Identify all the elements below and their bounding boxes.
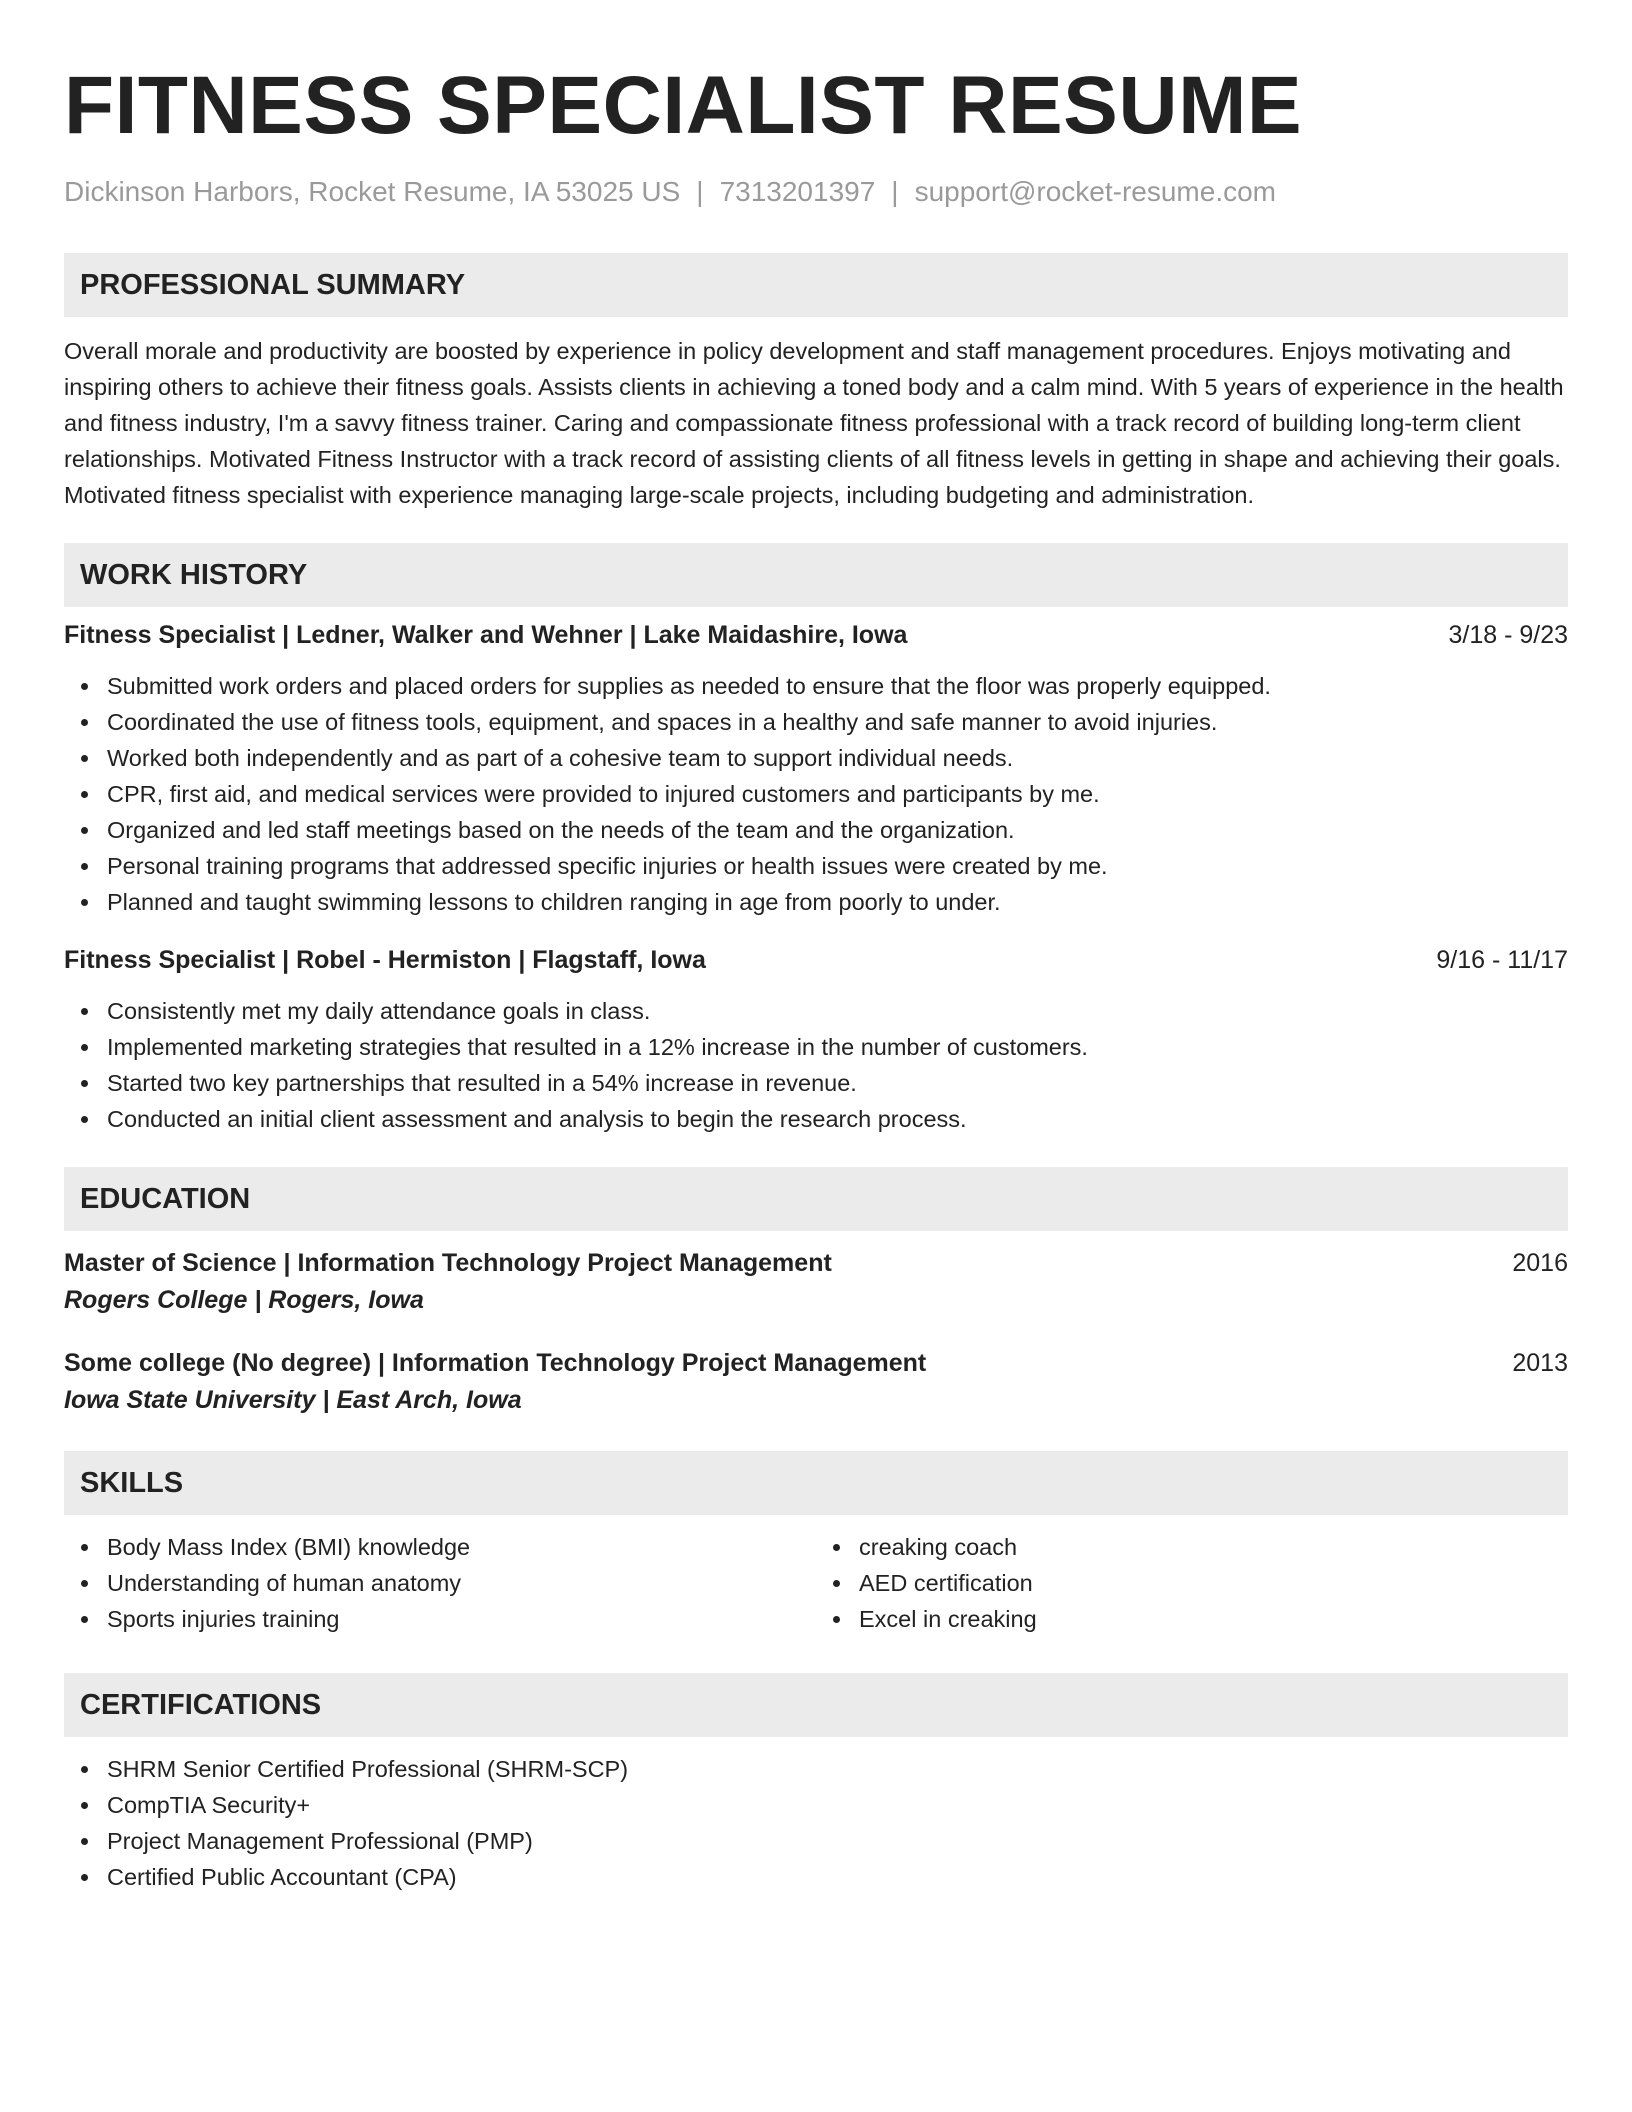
contact-separator: |: [891, 176, 899, 207]
resume-title: FITNESS SPECIALIST RESUME: [64, 60, 1303, 151]
list-item: Consistently met my daily attendance goals in class.: [107, 993, 1568, 1029]
job-dates: 3/18 - 9/23: [1448, 621, 1568, 649]
education-school: Iowa State University | East Arch, Iowa: [64, 1386, 522, 1414]
job-header: [64, 621, 1568, 650]
skills-column-right: [816, 1529, 1568, 1637]
list-item: SHRM Senior Certified Professional (SHRM-SCP): [107, 1751, 1568, 1787]
list-item: Worked both independently and as part of a cohesive team to support individual needs.: [107, 740, 1568, 776]
job-dates: 9/16 - 11/17: [1436, 946, 1568, 974]
job-duties: [64, 993, 1568, 1137]
job-title: Fitness Specialist | Robel - Hermiston | Flagstaff, Iowa: [64, 946, 706, 974]
list-item: Sports injuries training: [107, 1601, 816, 1637]
job-title: Fitness Specialist | Ledner, Walker and Wehner | Lake Maidashire, Iowa: [64, 621, 908, 649]
contact-separator: |: [696, 176, 704, 207]
list-item: Conducted an initial client assessment and analysis to begin the research process.: [107, 1101, 1568, 1137]
education-header: [64, 1249, 1568, 1278]
list-item: AED certification: [859, 1565, 1568, 1601]
list-item: creaking coach: [859, 1529, 1568, 1565]
list-item: Personal training programs that addressed specific injuries or health issues were created by me.: [107, 848, 1568, 884]
job-entry: [64, 946, 1568, 1137]
skills-heading: SKILLS: [64, 1451, 1568, 1515]
education-heading: EDUCATION: [64, 1167, 1568, 1231]
summary-text: Overall morale and productivity are boosted by experience in policy development and staff management procedures. Enjoys motivating and inspiring others to achieve their fitness goals. Assists clients in achieving a toned body and a calm mind. With 5 years of experience in the health and fitness industry, I'm a savvy fitness trainer. Caring and compassionate fitness professional with a track record of building long-term client relationships. Motivated Fitness Instructor with a track record of assisting clients of all fitness levels in getting in shape and achieving their goals. Motivated fitness specialist with experience managing large-scale projects, including budgeting and administration.: [64, 338, 1564, 508]
education-degree: Some college (No degree) | Information Technology Project Management: [64, 1349, 927, 1377]
list-item: Excel in creaking: [859, 1601, 1568, 1637]
contact-email: support@rocket-resume.com: [914, 176, 1277, 207]
education-degree: Master of Science | Information Technology Project Management: [64, 1249, 832, 1277]
certifications-list: [64, 1751, 1568, 1895]
list-item: Implemented marketing strategies that resulted in a 12% increase in the number of customers.: [107, 1029, 1568, 1065]
job-duties: [64, 668, 1568, 920]
contact-address: Dickinson Harbors, Rocket Resume, IA 53025 US: [64, 176, 681, 207]
list-item: CompTIA Security+: [107, 1787, 1568, 1823]
list-item: Submitted work orders and placed orders for supplies as needed to ensure that the floor was properly equipped.: [107, 668, 1568, 704]
summary-heading: PROFESSIONAL SUMMARY: [64, 253, 1568, 317]
list-item: Started two key partnerships that resulted in a 54% increase in revenue.: [107, 1065, 1568, 1101]
job-header: [64, 946, 1568, 975]
education-year: 2016: [1512, 1249, 1568, 1277]
list-item: Body Mass Index (BMI) knowledge: [107, 1529, 816, 1565]
list-item: CPR, first aid, and medical services were provided to injured customers and participants by me.: [107, 776, 1568, 812]
education-entry: [64, 1349, 1568, 1415]
education-school: Rogers College | Rogers, Iowa: [64, 1286, 424, 1314]
list-item: Project Management Professional (PMP): [107, 1823, 1568, 1859]
education-header: [64, 1349, 1568, 1378]
contact-phone: 7313201397: [719, 176, 876, 207]
contact-line: [64, 174, 1568, 210]
skills-list: [64, 1529, 1568, 1637]
skills-column-left: [64, 1529, 816, 1637]
list-item: Certified Public Accountant (CPA): [107, 1859, 1568, 1895]
certifications-heading: CERTIFICATIONS: [64, 1673, 1568, 1737]
education-year: 2013: [1512, 1349, 1568, 1377]
list-item: Coordinated the use of fitness tools, equipment, and spaces in a healthy and safe manner to avoid injuries.: [107, 704, 1568, 740]
job-entry: [64, 621, 1568, 920]
work-history-heading: WORK HISTORY: [64, 543, 1568, 607]
list-item: Understanding of human anatomy: [107, 1565, 816, 1601]
list-item: Organized and led staff meetings based on the needs of the team and the organization.: [107, 812, 1568, 848]
education-entry: [64, 1249, 1568, 1315]
list-item: Planned and taught swimming lessons to children ranging in age from poorly to under.: [107, 884, 1568, 920]
